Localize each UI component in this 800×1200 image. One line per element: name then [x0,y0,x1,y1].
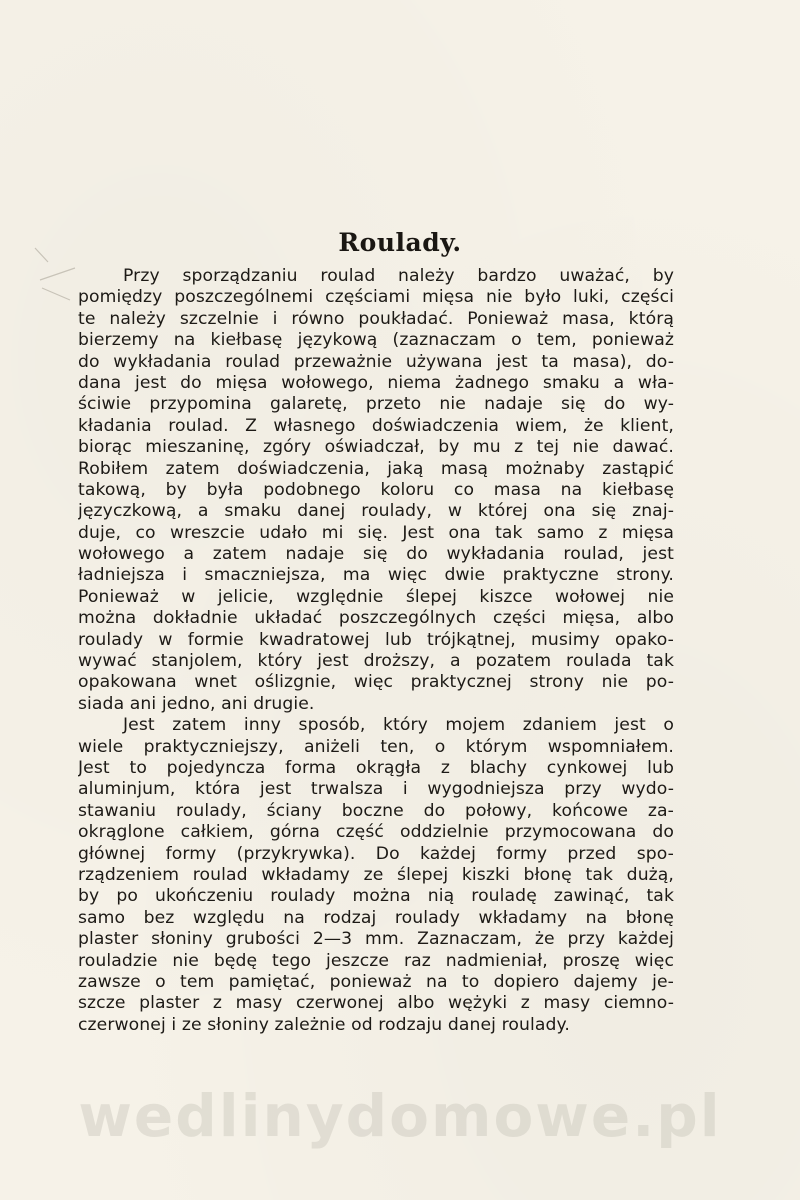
text-line: opakowana wnet oślizgnie, więc praktycznej strony nie po- [78,672,674,693]
text-line: Ponieważ w jelicie, względnie ślepej kiszce wołowej nie [78,586,674,607]
text-line: zawsze o tem pamiętać, ponieważ na to dopiero dajemy je- [78,971,674,992]
text-line: Jest zatem inny sposób, który mojem zdaniem jest o [123,715,674,736]
text-line: rządzeniem roulad wkładamy ze ślepej kiszki błonę tak dużą, [78,864,674,885]
text-line: wywać stanjolem, który jest droższy, a pozatem roulada tak [78,651,674,672]
text-line: by po ukończeniu roulady można nią rouladę zawinąć, tak [78,886,674,907]
paragraph [78,715,674,1036]
text-line: bierzemy na kiełbasę językową (zaznaczam o tem, ponieważ [78,330,674,351]
text-line: roulady w formie kwadratowej lub trójkątnej, musimy opako- [78,629,674,650]
watermark: wedlinydomowe.pl [78,1082,722,1150]
text-line: wołowego a zatem nadaje się do wykładania roulad, jest [78,544,674,565]
text-line: duje, co wreszcie udało mi się. Jest ona tak samo z mięsa [78,522,674,543]
text-line: takową, by była podobnego koloru co masa na kiełbasę [78,479,674,500]
text-line: plaster słoniny grubości 2—3 mm. Zaznaczam, że przy każdej [78,929,674,950]
text-line: biorąc mieszaninę, zgóry oświadczał, by mu z tej nie dawać. [78,437,674,458]
text-line: szcze plaster z masy czerwonej albo wężyki z masy ciemno- [78,993,674,1014]
text-line: pomiędzy poszczególnemi częściami mięsa nie było luki, części [78,287,674,308]
text-line: okrąglone całkiem, górna część oddzielnie przymocowana do [78,822,674,843]
text-line: stawaniu roulady, ściany boczne do połowy, końcowe za- [78,800,674,821]
text-line: dana jest do mięsa wołowego, niema żadnego smaku a wła- [78,372,674,393]
text-line: te należy szczelnie i równo poukładać. Ponieważ masa, którą [78,308,674,329]
text-line: samo bez względu na rodzaj roulady wkładamy na błonę [78,907,674,928]
text-line: Przy sporządzaniu roulad należy bardzo uważać, by [123,266,674,286]
text-line: czerwonej i ze słoniny zależnie od rodzaju danej roulady. [78,1014,570,1035]
text-line: języczkową, a smaku danej roulady, w której ona się znaj- [78,501,674,522]
text-line: rouladzie nie będę tego jeszcze raz nadmieniał, proszę więc [78,950,674,971]
text-line: głównej formy (przykrywka). Do każdej formy przed spo- [78,843,674,864]
text-line: do wykładania roulad przeważnie używana jest ta masa), do- [78,351,674,372]
page-title: Roulady. [338,228,462,257]
text-line: można dokładnie układać poszczególnych części mięsa, albo [78,608,674,629]
text-line: kładania roulad. Z własnego doświadczenia wiem, że klient, [78,415,674,436]
text-line: Jest to pojedyncza forma okrągła z blachy cynkowej lub [78,757,674,778]
text-line: Robiłem zatem doświadczenia, jaką masą możnaby zastąpić [78,458,674,479]
text-line: wiele praktyczniejszy, aniżeli ten, o którym wspomniałem. [78,736,674,757]
text-line: ściwie przypomina galaretę, przeto nie nadaje się do wy- [78,394,674,415]
text-line: siada ani jedno, ani drugie. [78,693,315,714]
paragraph [78,266,674,715]
text-line: aluminjum, która jest trwalsza i wygodniejsza przy wydo- [78,779,674,800]
text-line: ładniejsza i smaczniejsza, ma więc dwie praktyczne strony. [78,565,674,586]
body-text [78,266,674,1036]
